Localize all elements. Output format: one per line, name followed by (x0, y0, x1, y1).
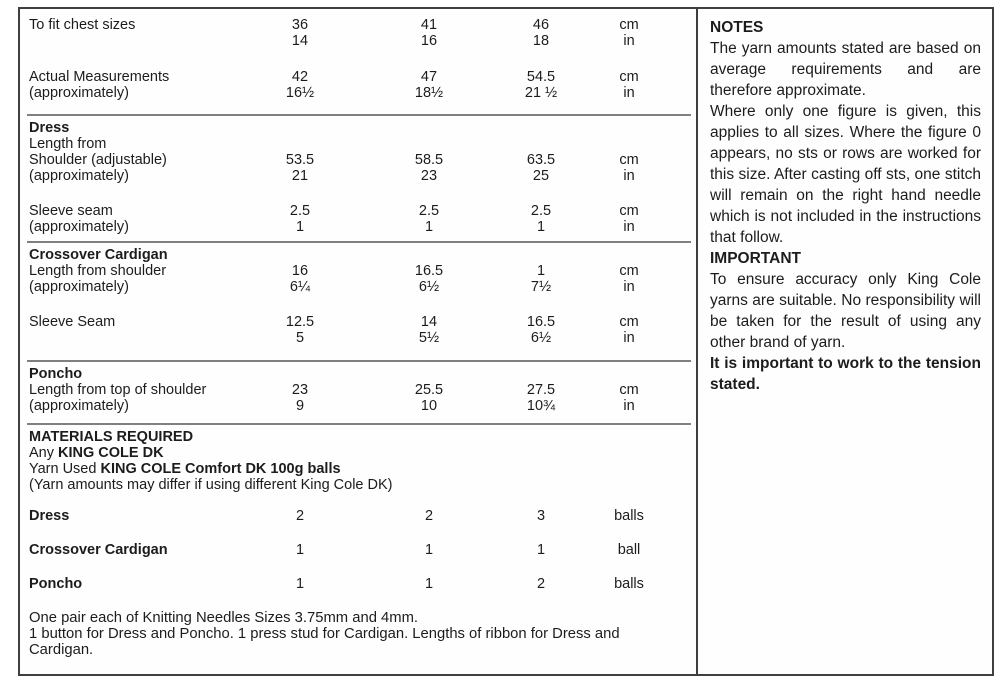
row-label: (approximately) (29, 279, 129, 295)
row-label: Sleeve Seam (29, 314, 116, 330)
cardigan-length-in-size3: 7½ (530, 279, 552, 295)
materials-yarn-line (29, 461, 686, 477)
fit-cm-size2: 41 (420, 17, 438, 33)
tension-note: It is important to work to the tension stated. (710, 355, 981, 393)
dress-balls-size2: 2 (424, 508, 434, 524)
cell-empty (603, 120, 655, 136)
fit-in-size3: 18 (532, 33, 550, 49)
section-title-dress (29, 120, 686, 136)
section-title: Dress (29, 120, 70, 136)
fit-in-size1: 14 (291, 33, 309, 49)
row-label: (approximately) (29, 168, 129, 184)
dress-length-in-size2: 23 (420, 168, 438, 184)
yarn-row-label: Poncho (29, 576, 83, 592)
section-divider (27, 241, 691, 243)
poncho-balls-size2: 1 (424, 576, 434, 592)
row-label: Sleeve seam (29, 203, 113, 219)
section-divider (27, 423, 691, 425)
notes-paragraph-1: The yarn amounts stated are based on average requirements and are therefore approximate. (710, 40, 981, 99)
unit-balls: balls (614, 576, 644, 592)
row-label: To fit chest sizes (29, 17, 136, 33)
notes-title: NOTES (710, 19, 764, 36)
extras-note: 1 button for Dress and Poncho. 1 press stud for Cardigan. Lengths of ribbon for Dress and Cardigan. (29, 626, 620, 658)
cardigan-length-cm-size1: 16 (291, 263, 309, 279)
section-title-cardigan (29, 247, 686, 263)
important-paragraph: To ensure accuracy only King Cole yarns are suitable. No responsibility will be taken for the result of using any other brand of yarn. (710, 271, 981, 351)
cell-empty (221, 366, 379, 382)
cell-empty (379, 247, 479, 263)
dress-sleeve-in-size3: 1 (536, 219, 546, 235)
yarn-row-dress (29, 508, 686, 524)
dress-balls-size1: 2 (295, 508, 305, 524)
unit-cm: cm (619, 69, 639, 85)
needles-note: One pair each of Knitting Needles Sizes 3.75mm and 4mm. (29, 610, 419, 626)
unit-cm: cm (619, 203, 639, 219)
poncho-length-cm-size3: 27.5 (526, 382, 556, 398)
row-fit-in (29, 33, 686, 49)
fit-cm-size1: 36 (291, 17, 309, 33)
dress-balls-size3: 3 (536, 508, 546, 524)
row-dress-length-l1 (29, 136, 686, 152)
dress-length-cm-size2: 58.5 (414, 152, 444, 168)
row-actual-cm (29, 69, 686, 85)
materials-yarn-prefix: Yarn Used (29, 461, 101, 477)
cardigan-sleeve-cm-size2: 14 (420, 314, 438, 330)
dress-length-in-size3: 25 (532, 168, 550, 184)
unit-in: in (623, 398, 635, 414)
materials-title: MATERIALS REQUIRED (29, 429, 194, 445)
yarn-row-label: Dress (29, 508, 70, 524)
row-label: Actual Measurements (29, 69, 170, 85)
dress-sleeve-cm-size1: 2.5 (289, 203, 311, 219)
row-fit-cm (29, 17, 686, 33)
yarn-row-poncho (29, 576, 686, 592)
unit-balls: balls (614, 508, 644, 524)
section-divider (27, 114, 691, 116)
notes-panel (698, 9, 992, 674)
row-poncho-length-cm (29, 382, 686, 398)
poncho-length-in-size2: 10 (420, 398, 438, 414)
row-cardigan-length-cm (29, 263, 686, 279)
unit-cm: cm (619, 152, 639, 168)
cell-empty (221, 247, 379, 263)
cardigan-sleeve-cm-size3: 16.5 (526, 314, 556, 330)
dress-length-in-size1: 21 (291, 168, 309, 184)
row-poncho-length-in (29, 398, 686, 414)
actual-in-size2: 18½ (414, 85, 444, 101)
row-label-empty (29, 330, 221, 346)
cardigan-balls-size1: 1 (295, 542, 305, 558)
dress-sleeve-cm-size2: 2.5 (418, 203, 440, 219)
poncho-length-cm-size1: 23 (291, 382, 309, 398)
unit-cm: cm (619, 263, 639, 279)
dress-sleeve-in-size1: 1 (295, 219, 305, 235)
unit-cm: cm (619, 382, 639, 398)
cardigan-length-cm-size3: 1 (536, 263, 546, 279)
pattern-sheet-frame (18, 7, 994, 676)
unit-in: in (623, 279, 635, 295)
section-title: Crossover Cardigan (29, 247, 168, 263)
unit-in: in (623, 33, 635, 49)
cell-empty (379, 366, 479, 382)
actual-cm-size1: 42 (291, 69, 309, 85)
cell-empty (479, 247, 603, 263)
row-cardigan-length-in (29, 279, 686, 295)
cell-empty (603, 247, 655, 263)
dress-sleeve-cm-size3: 2.5 (530, 203, 552, 219)
cardigan-length-cm-size2: 16.5 (414, 263, 444, 279)
cell-empty (479, 120, 603, 136)
section-title: Poncho (29, 366, 83, 382)
row-dress-length-cm (29, 152, 686, 168)
materials-any-prefix: Any (29, 445, 59, 461)
fit-in-size2: 16 (420, 33, 438, 49)
cell-empty (221, 120, 379, 136)
row-label: Length from top of shoulder (29, 382, 207, 398)
size-materials-panel (20, 9, 698, 674)
row-label: Shoulder (adjustable) (29, 152, 167, 168)
row-label: (approximately) (29, 219, 129, 235)
unit-in: in (623, 330, 635, 346)
row-dress-length-in (29, 168, 686, 184)
row-label: (approximately) (29, 398, 129, 414)
row-label: Length from shoulder (29, 263, 167, 279)
unit-in: in (623, 85, 635, 101)
actual-in-size3: 21 ½ (524, 85, 558, 101)
yarn-row-label: Crossover Cardigan (29, 542, 168, 558)
materials-note: (Yarn amounts may differ if using different King Cole DK) (29, 477, 393, 493)
materials-any-brand: KING COLE DK (58, 445, 164, 461)
section-title-poncho (29, 366, 686, 382)
actual-cm-size3: 54.5 (526, 69, 556, 85)
cardigan-sleeve-cm-size1: 12.5 (285, 314, 315, 330)
section-divider (27, 360, 691, 362)
notes-paragraph-2: Where only one figure is given, this applies to all sizes. Where the figure 0 appears, no sts or rows are worked for this size. After casting off sts, one stitch will remain on the right hand needle which is not included in the instructions that follow. (710, 103, 981, 246)
dress-sleeve-in-size2: 1 (424, 219, 434, 235)
row-actual-in (29, 85, 686, 101)
unit-ball: ball (617, 542, 641, 558)
poncho-length-cm-size2: 25.5 (414, 382, 444, 398)
cardigan-sleeve-in-size2: 5½ (418, 330, 440, 346)
row-cardigan-sleeve-in (29, 330, 686, 346)
unit-in: in (623, 219, 635, 235)
cell-empty (479, 136, 603, 152)
poncho-balls-size3: 2 (536, 576, 546, 592)
unit-cm: cm (619, 17, 639, 33)
cell-empty (379, 120, 479, 136)
important-title: IMPORTANT (710, 250, 801, 267)
poncho-balls-size1: 1 (295, 576, 305, 592)
cell-empty (379, 136, 479, 152)
row-dress-sleeve-in (29, 219, 686, 235)
cell-empty (603, 136, 655, 152)
dress-length-cm-size1: 53.5 (285, 152, 315, 168)
row-label: (approximately) (29, 85, 129, 101)
row-label: Length from (29, 136, 107, 152)
unit-cm: cm (619, 314, 639, 330)
yarn-row-cardigan (29, 542, 686, 558)
cell-empty (221, 136, 379, 152)
cardigan-sleeve-in-size3: 6½ (530, 330, 552, 346)
actual-in-size1: 16½ (285, 85, 315, 101)
cell-empty (603, 366, 655, 382)
cardigan-balls-size2: 1 (424, 542, 434, 558)
row-dress-sleeve-cm (29, 203, 686, 219)
cardigan-length-in-size2: 6½ (418, 279, 440, 295)
row-label-empty (29, 33, 221, 49)
materials-any-line (29, 445, 686, 461)
cell-empty (479, 366, 603, 382)
cardigan-sleeve-in-size1: 5 (295, 330, 305, 346)
row-cardigan-sleeve-cm (29, 314, 686, 330)
poncho-length-in-size1: 9 (295, 398, 305, 414)
cardigan-balls-size3: 1 (536, 542, 546, 558)
cardigan-length-in-size1: 6¼ (289, 279, 311, 295)
dress-length-cm-size3: 63.5 (526, 152, 556, 168)
actual-cm-size2: 47 (420, 69, 438, 85)
poncho-length-in-size3: 10¾ (526, 398, 556, 414)
fit-cm-size3: 46 (532, 17, 550, 33)
unit-in: in (623, 168, 635, 184)
materials-yarn-name: KING COLE Comfort DK 100g balls (100, 461, 341, 477)
